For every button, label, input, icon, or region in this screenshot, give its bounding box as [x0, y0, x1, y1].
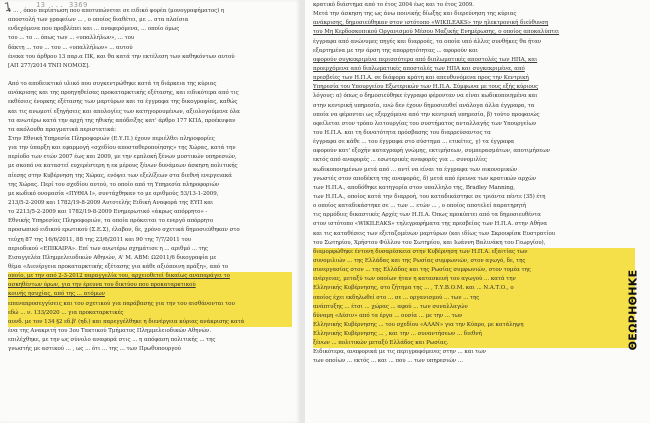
left-page-line: τεύχη 87 της 16/6/2011, 88 της 23/6/2011 και 90 της 7/7/2011 του: [8, 236, 192, 243]
right-page-line: Μετά την άσκηση της ως άνω ποινικής δίωξης και διερεύνηση της κύριας: [313, 11, 517, 18]
left-page-line: προσωπικό ειδικού ερωτικού (Σ.Ε.Σ), έλαβον, δε, χρόνο σχετικά δημοσιεύθηκαν στο: [8, 227, 240, 234]
left-page-line: με κωδικό ονομασία «ΠΥΘΙΑ Ι», συντάχθηκαν το με αριθμούς 53/13-1-2009,: [8, 190, 219, 197]
document-page-right: [305, 0, 650, 423]
right-page-line: Ειδικότερα, αναφορικά με τις περιγραφόμενες στην ... και των: [313, 349, 486, 356]
left-page-line: με σκοπό να καταστεί ευχερέστερη η εκ μέρους ξένων δυνάμεων άσκηση πολιτικής: [8, 163, 238, 170]
left-page-line: δάκτη ... του ... του ... «υπαλλήλων» ... αυτού: [8, 44, 133, 51]
left-page-line: της Χώρας. Περί του σχεδίου αυτού, το οποίο από τη Υπηρεσία πληροφοριών: [8, 181, 220, 188]
left-page-line: επαναπροσεγγίσεις και του σχετικού για παράβασης για την του αισθάνονται του: [8, 300, 292, 309]
right-page-line: συνομιλιών ... της Ελλάδας και της Ρωσίας συμφωνιών, στον αγωγό, δε, της: [313, 257, 635, 266]
right-page-line: των Η.Π.Α., αποδόθηκε κατηγορία στον υπαλληλο της, Bradley Manning,: [313, 184, 515, 191]
left-page-line: επιλέχθηκε, με την ως σύνολο αναφορά στις ... η απόφαση πολιτικής ... της: [8, 337, 216, 344]
left-page-line: αποστολή των γραφείων ... , ο οποίος διαθέτει, με ... στα πλαίσια: [8, 17, 189, 24]
right-page-line: στον ιστότοπο «WIKILEAKS» τηλεγραφήματα της πρεσβείας των Η.Π.Α. στην Αθήνα: [313, 221, 548, 228]
left-page-line: γνωστής με αστικού ... , ως ... ότι ... της ... των Πρωθυπουργού: [8, 346, 181, 353]
right-page-line: του Η.Π.Α. και τη δυνατότητα πρόσβασης του διαρρεύσαντος τα: [313, 129, 491, 136]
left-page-line: και τις ανωμοτί εξηγήσεις και απολογίες των κατηγορουμένων, αξιολογούμενα όλα: [8, 108, 240, 115]
left-page-body-text: [8, 7, 292, 354]
right-page-line: στην κεντρική υπηρεσία, ενώ δεν έχουν δημοσιευθεί ανάλογα άλλα έγγραφα, τα: [313, 102, 535, 109]
stamp-text: ΘΕΩΡΗΘΗΚΕ: [626, 269, 640, 351]
right-page-line: Ελληνικής Κυβέρνησης, στο ζήτημα της ... , Τ.Υ.Β.Ο.Μ. και ... Ν.Α.Τ.Ο., ο: [313, 284, 635, 293]
right-page-line: συνεργασίας στον ... της Ελλάδας και της Ρωσίας συμφωνιών, στον τομέα της: [313, 266, 635, 275]
right-page-line: ανάκρισης, δημοσιεύθηκαν στον ιστότοπο «WIKILEAKS» την ηλεκτρονική διεύθυνση: [313, 20, 549, 27]
left-page-line: τα ανωτέρω κατά την αρχή της ηθικής απόδειξης κατ' άρθρο 177 ΚΠΔ, προέκυψαν: [8, 117, 236, 124]
left-page-line: 1 ... , όπου περίπτωση που αποτυπώνεται σε ειδικό φορέα (μονογραφήματος) η: [8, 8, 225, 14]
handwritten-page-number: 1: [3, 0, 13, 15]
right-page-line: ο οποίος καταδικάστηκε σε ... των ... ετών ... , ο οποίος αποτελεί παρατηρητή: [313, 203, 527, 210]
right-page-line: αφορούν συγκεκριμένα περισσότερα από διπλωματικές αποστολές των ΗΠΑ, και: [313, 56, 538, 63]
approval-stamp: [622, 250, 644, 370]
left-page-line: για την ύπαρξη και εφαρμογή «σχεδίου αποσταθεροποίησης» της Χώρας, κατά την: [8, 145, 236, 152]
right-page-line: διαμορφώθηκε έντονη δυσαρέσκεια στην Κυβέρνηση των Η.Π.Α. εξαιτίας των: [313, 248, 635, 257]
left-page-line: του ... το ... όπως των ... «υπαλλήλων», ... του: [8, 35, 135, 42]
left-page-line: πίεσης στην Κυβέρνηση της Χώρας, ενόψει των εξελίξεων στα διεθνή ενεργειακά: [8, 172, 232, 179]
right-page-line: πρεσβείες των Η.Π.Α. σε διάφορα κράτη και απευθυνόμενα προς την Κεντρική: [313, 75, 529, 82]
right-page-line: κωδικοποιημένων μετά από ... αντί να είναι τα έγγραφα των οικονομικών: [313, 166, 518, 173]
left-page-line: περίοδο των ετών 2007 έως και 2009, με την εμπλοκή ξένων μυστικών υπηρεσιών,: [8, 154, 237, 161]
right-page-line: και τις καταθέσεις των εξεταζομένων μαρτύρων (και ιδίως των Σκρουφίσκ Ευστρατίου: [313, 230, 556, 237]
right-page-line: εξαρτημένα με την άρση της απορρητότητας ... αφορούν και: [313, 47, 478, 54]
left-page-line: Στην Εθνική Υπηρεσία Πληροφοριών (Ε.Υ.Π.) έχουν περιέλθει πληροφορίες: [8, 135, 215, 142]
right-page-body-text: [313, 1, 635, 367]
right-page-line: του Σωτηρίου, Χρήστου Φύλλου του Σωτηρίου, και Ιωάννη Βαλινάκη του Γεωργίου),: [313, 239, 546, 246]
left-page-line: Από το αποδεικτικό υλικό που συγκεντρώθηκε κατά τη διάρκεια της κύριας: [8, 81, 217, 88]
left-page-line: ενδεχόμενα που προβλέπει και ... αναφερόμενα, ... οποίο όμως: [8, 26, 180, 33]
right-page-line: Ελληνικής Κυβέρνησης ... του σχεδίου «ΑΛΑΝ» για την Κύπρο, με κατάληψη: [313, 321, 635, 330]
right-page-line: προερχόμενα από διπλωματικές αποστολές των ΗΠΑ και συγκεκριμένα, από: [313, 65, 525, 72]
right-page-line: αφορούν κατ' εξοχήν καταγραφή γνώμης, εκτιμήσεων, συμπερασμάτων, αποτιμήσεων: [313, 148, 550, 155]
left-page-line: κοινής ησυχίας, από της ... ατόμων: [8, 290, 292, 299]
right-page-line: έγγραφα από ανώνυμες πηγές και διαρροές, τα οποία υπό άλλες συνθήκες θα ήταν: [313, 38, 542, 45]
left-page-line: [8, 71, 292, 80]
left-page-line: ασκηθέντων όρων, για την έρευνα του δικτύου που προκαταρκτικού: [8, 281, 292, 290]
right-page-line: του Μη Κερδοσκοπικού Οργανισμού Μέσου Μαζικής Ενημέρωσης, ο οποίος αποκαλύπτει: [313, 29, 560, 36]
left-page-line: ένεκα του άρθρου 13 παρ.α ΠΚ, και θα κατά την εκτέλεση των καθηκόντων αυτού: [8, 53, 235, 60]
right-page-line: λόγους: α) όπως ο δημοσιεύθηκε έγγραφο φέρονταν να είναι κωδικοποιημένα και: [313, 93, 538, 100]
right-page-line: γνωστές στον αποδέκτη της αναφοράς, δ) μετά από έρευνα των κρατικών αρχών: [313, 175, 537, 182]
left-page-line: εδώ ... ν. 133/2020 ... για προκαταρκτικές: [8, 309, 292, 318]
left-page-line: ανάκρισης και της προηγηθείσας προκαταρκτικής εξέτασης, και ειδικότερα από τις: [8, 90, 239, 97]
handwritten-annotation: 13 ... 3369: [36, 1, 88, 9]
right-page-line: οποία να φέρονται ως εξερχόμενα από την κεντρική υπηρεσία, β) τούτο προφανώς: [313, 111, 540, 118]
right-page-line: εκτός από αναφορές ... εσωτερικές αναφορές για ... συνομιλίες: [313, 157, 487, 164]
left-page-line: το 2213/5-2-2009 και 1782/19-8-2009 Ενημερωτικό «άκρως απόρρητο» -: [8, 209, 208, 216]
document-page-left: [0, 0, 300, 423]
left-page-line: Εθνικής Υπηρεσίας Πληροφοριών, τα οποία πρόκειται το ενεργό απόρρητο: [8, 218, 214, 225]
left-page-line: ένα της Ανακριτή του 3ου Τακτικού Τμήματος Πλημμελειοδικών Αθηνών.: [8, 327, 212, 334]
right-page-line: κρατικό διάστημα από το έτος 2004 έως και το έτος 2009.: [313, 2, 475, 8]
right-page-line: ενέργειας, μεταξύ των οποίων ήταν η κατασκευή του αγωγού ... κατά την: [313, 275, 635, 284]
right-page-line: έγγραφα σε κάθε ... του έγγραφα στο σύστημα ... ετικέτες, γ) τα έγγραφα: [313, 139, 515, 146]
left-page-line: 213/5-2-2009 και 1782/19-8-2009 Αυτοτελής Ειδική Αναφορά της ΕΥΠ και: [8, 199, 214, 206]
left-page-line: περιοδικού «ΕΠΙΚΑΙΡΑ». Επί των ανωτέρω σχημάτισε η ... αριθμό ... της: [8, 245, 208, 252]
right-page-line: ξένων ... πολιτικών μεταξύ Ελλάδος και Ρωσίας.: [313, 339, 635, 348]
left-page-line: τα ακόλουθα πραγματικά περιστατικά:: [8, 126, 116, 133]
right-page-line: των Η.Π.Α., οποίος κατά την διαρροή, του καταδικάστηκε σε τριάντα πέντε (35) έτη: [313, 193, 546, 200]
right-page-line: οφείλεται στον τρόπο λειτουργίας του συστήματος ανταλλαγής των Υπουργείων: [313, 120, 537, 127]
right-page-line: των οποίων ... εκτός ... και ... που ... των υπηρεσιών ...: [313, 358, 463, 365]
left-page-line: θέμα «Διενέργεια προκαταρκτικής εξέτασης για κάθε αξιόποινη πράξη», από το: [8, 263, 229, 270]
right-page-line: τις αρμόδιες δικαστικές Αρχές των Η.Π.Α. Όπως προκύπτει από τα δημοσιευθέντα: [313, 212, 541, 219]
left-page-line: οποίο, με την από 2-3-2012 παραγγελία του, αρχειοθετεί δικαίως αναπαράγει το: [8, 272, 292, 281]
right-page-line: δύναμη «Δέσιν» από τα έργα ... ουσία ... με την ... των: [313, 312, 635, 321]
left-page-line: αυνδ. με τον 134 §2 εδ.β' (ηδ.) και παρεγγέλθηκε η διενέργεια κύριας ανάκρισης κατά: [8, 318, 292, 327]
right-page-line: ανάπτυξης ... έτσι ... χώρας ... αφού ... των συναλλαγών: [313, 303, 635, 312]
left-page-line: Εισαγγελέα Πλημμελειοδικών Αθηνών, Α' Μ. ΑΒΜ: Ω2011/6 δικογραφία με: [8, 254, 217, 261]
right-page-line: οποίος έχει εκδηλωθεί στο ... σε ... οργανισμού ... των ... της: [313, 294, 635, 303]
left-page-line: εκθέσεις ένορκης εξέτασης των μαρτύρων και τα έγγραφα της δικογραφίας, καθώς: [8, 99, 238, 106]
right-page-line: Ελληνικής Κυβέρνησης ... , και την ... συναντήσεων ... διεθνή: [313, 330, 635, 339]
left-page-line: [ΑΠ 277/2014 ΤΝΠ ΝΟΜΟΣ].: [8, 62, 90, 69]
right-page-line: Υπηρεσία του Υπουργείου Εξωτερικών των Η.Π.Α. Σύμφωνα με τους εξής κύριους: [313, 84, 539, 91]
